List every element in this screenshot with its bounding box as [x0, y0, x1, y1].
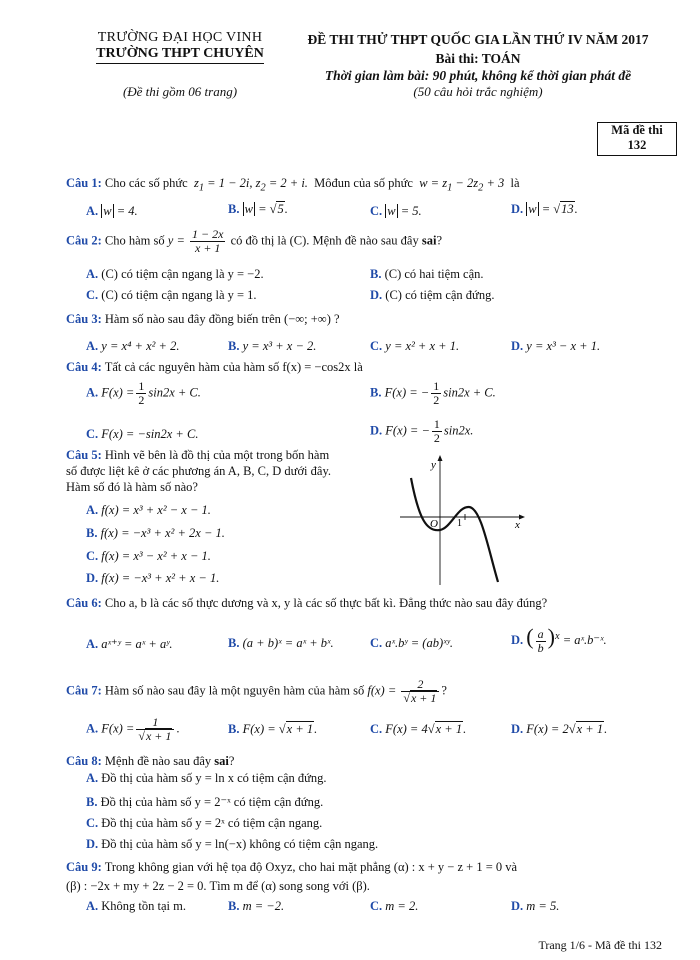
y-axis-arrow-icon	[438, 455, 443, 461]
cubic-function-graph	[395, 450, 530, 590]
q7-option-d[interactable]: D. F(x) = 2√x + 1.	[511, 722, 608, 736]
exam-subject: Bài thi: TOÁN	[435, 51, 521, 66]
question-6: Câu 6: Cho a, b là các số thực dương và x, y là các số thực bất kì. Đẳng thức nào sau đây đúng?	[66, 596, 548, 610]
q8-option-a[interactable]: A. Đồ thị của hàm số y = ln x có tiệm cận đứng.	[86, 771, 327, 785]
q2-option-c[interactable]: C. (C) có tiệm cận ngang là y = 1.	[86, 288, 257, 302]
q9-option-c[interactable]: C. m = 2.	[370, 899, 419, 913]
q1-end: là	[510, 176, 520, 190]
school-header	[60, 30, 300, 100]
q6-option-c[interactable]: C. aˣ.bʸ = (ab)ˣʸ.	[370, 636, 453, 650]
question-3: Câu 3: Hàm số nào sau đây đồng biến trên (−∞; +∞) ?	[66, 312, 340, 326]
q5-text-3: Hàm số đó là hàm số nào?	[66, 480, 198, 494]
exam-header	[278, 32, 678, 100]
question-9: Câu 9: Trong không gian với hệ tọa độ Oxyz, cho hai mặt phẳng (α) : x + y − z + 1 = 0 và	[66, 860, 518, 874]
q7-option-a[interactable]: A. F(x) = $\frac{1}{√x + 1}$ .	[86, 715, 180, 743]
tick-1-label: 1	[457, 518, 462, 529]
questions-note: (50 câu hỏi trắc nghiệm)	[413, 84, 543, 99]
question-4: Câu 4: Tất cả các nguyên hàm của hàm số f(x) = −cos2x là	[66, 360, 363, 374]
q1-mid: Môđun của số phức	[314, 176, 413, 190]
q6-option-a[interactable]: A. aˣ⁺ʸ = aˣ + aʸ.	[86, 637, 173, 651]
origin-label: O	[430, 518, 438, 530]
university-name: TRƯỜNG ĐẠI HỌC VINH	[97, 30, 263, 45]
q8-option-b[interactable]: B. Đồ thị của hàm số y = 2⁻ˣ có tiệm cận đứng.	[86, 795, 324, 809]
exam-code-box	[597, 122, 677, 156]
q2-option-a[interactable]: A. (C) có tiệm cận ngang là y = −2.	[86, 267, 264, 281]
q5-option-b[interactable]: B. f(x) = −x³ + x² + 2x − 1.	[86, 526, 225, 540]
pages-note: (Đề thi gồm 06 trang)	[122, 84, 238, 99]
q2-option-b[interactable]: B. (C) có hai tiệm cận.	[370, 267, 484, 281]
q3-option-a[interactable]: A. y = x⁴ + x² + 2.	[86, 339, 180, 353]
exam-code-label: Mã đề thi	[611, 123, 663, 137]
q9-option-d[interactable]: D. m = 5.	[511, 899, 560, 913]
q1-option-d[interactable]: D. w = √13.	[511, 202, 578, 216]
x-axis-arrow-icon	[519, 515, 525, 520]
q1-option-c[interactable]: C. w = 5.	[370, 204, 422, 218]
question-2: Câu 2: Cho hàm số y = $\frac{1 - 2x}{x + 1}$ có đồ thị là (C). Mệnh đề nào sau đây sai?	[66, 227, 442, 255]
question-8: Câu 8: Mệnh đề nào sau đây sai?	[66, 754, 235, 768]
q8-option-d[interactable]: D. Đồ thị của hàm số y = ln(−x) không có tiệm cận ngang.	[86, 837, 379, 851]
q5-text-2: số được liệt kê ở các phương án A, B, C, D dưới đây.	[66, 464, 332, 478]
q4-option-d[interactable]: D. F(x) = − $\frac{1}{2}$ sin2x.	[370, 417, 474, 445]
question-5: Câu 5: Hình vẽ bên là đồ thị của một trong bốn hàm	[66, 448, 330, 462]
q9-option-a[interactable]: A. Không tồn tại m.	[86, 899, 186, 913]
x-label: x	[515, 519, 520, 531]
curve-path	[411, 478, 498, 582]
school-name: TRƯỜNG THPT CHUYÊN	[96, 46, 264, 64]
q8-option-c[interactable]: C. Đồ thị của hàm số y = 2ˣ có tiệm cận ngang.	[86, 816, 323, 830]
q4-option-a[interactable]: A. F(x) = $\frac{1}{2}$ sin2x + C.	[86, 379, 201, 407]
q9-option-b[interactable]: B. m = −2.	[228, 899, 285, 913]
q3-option-b[interactable]: B. y = x³ + x − 2.	[228, 339, 317, 353]
q3-option-c[interactable]: C. y = x² + x + 1.	[370, 339, 460, 353]
q9-text-2: (β) : −2x + my + 2z − 2 = 0. Tìm m để (α) song song với (β).	[66, 879, 370, 893]
q7-option-c[interactable]: C. F(x) = 4√x + 1.	[370, 722, 467, 736]
q6-option-b[interactable]: B. (a + b)ˣ = aˣ + bˣ.	[228, 636, 334, 650]
q1-label: Câu 1:	[66, 176, 102, 190]
page-footer: Trang 1/6 - Mã đề thi 132	[538, 938, 662, 952]
q5-option-d[interactable]: D. f(x) = −x³ + x² + x − 1.	[86, 571, 220, 585]
question-1: Câu 1: Cho các số phức $z_1 = 1 - 2i$, $z_2 = 2 + i$. Môđun của số phức $w = z_1 - 2z_2 + 3$ là	[66, 176, 520, 194]
q7-option-b[interactable]: B. F(x) = √x + 1.	[228, 722, 318, 736]
q4-option-c[interactable]: C. F(x) = −sin2x + C.	[86, 427, 199, 441]
q6-option-d[interactable]: D. ( $\frac{a}{b}$ )$^x$ = aˣ.b⁻ˣ.	[511, 624, 607, 655]
question-7: Câu 7: Hàm số nào sau đây là một nguyên hàm của hàm số f(x) = $\frac{2}{√x + 1}$ ?	[66, 677, 447, 705]
q5-option-a[interactable]: A. f(x) = x³ + x² − x − 1.	[86, 503, 211, 517]
y-label: y	[431, 459, 436, 471]
q4-option-b[interactable]: B. F(x) = − $\frac{1}{2}$ sin2x + C.	[370, 379, 496, 407]
q3-option-d[interactable]: D. y = x³ − x + 1.	[511, 339, 601, 353]
q5-option-c[interactable]: C. f(x) = x³ − x² + x − 1.	[86, 549, 211, 563]
q2-option-d[interactable]: D. (C) có tiệm cận đứng.	[370, 288, 495, 302]
exam-title: ĐỀ THI THỬ THPT QUỐC GIA LẦN THỨ IV NĂM 2017	[307, 32, 649, 47]
q1-text: Cho các số phức	[104, 176, 188, 190]
q1-option-b[interactable]: B. w = √5.	[228, 202, 288, 216]
time-note: Thời gian làm bài: 90 phút, không kể thời gian phát đề	[324, 68, 632, 83]
q1-option-a[interactable]: A. w = 4.	[86, 204, 138, 218]
exam-code-value: 132	[627, 138, 647, 152]
